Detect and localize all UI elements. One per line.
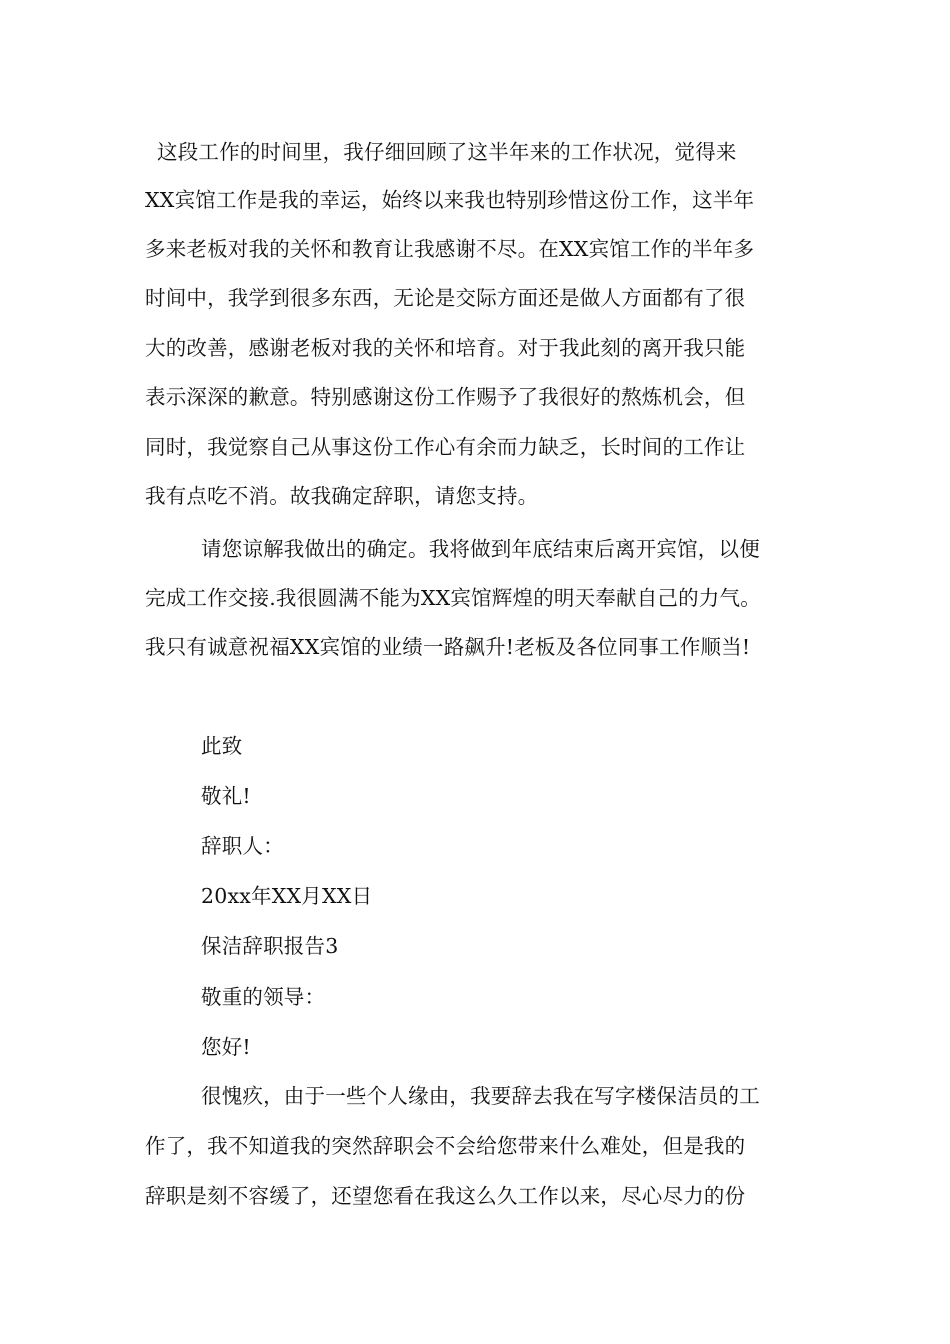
addressee-line: 敬重的领导： bbox=[201, 985, 326, 1009]
paragraph-line: 我有点吃不消。故我确定辞职，请您支持。 bbox=[145, 484, 539, 508]
paragraph-line: 大的改善，感谢老板对我的关怀和培育。对于我此刻的离开我只能 bbox=[145, 336, 746, 360]
paragraph-line: 很愧疚，由于一些个人缘由，我要辞去我在写字楼保洁员的工 bbox=[201, 1084, 760, 1108]
paragraph-line: 这段工作的时间里，我仔细回顾了这半年来的工作状况，觉得来 bbox=[157, 140, 737, 164]
paragraph-line: 多来老板对我的关怀和教育让我感谢不尽。在XX宾馆工作的半年多 bbox=[145, 237, 755, 261]
greeting-line: 您好! bbox=[201, 1035, 251, 1059]
paragraph-line: XX宾馆工作是我的幸运，始终以来我也特别珍惜这份工作，这半年 bbox=[145, 188, 755, 212]
paragraph-line: 我只有诚意祝福XX宾馆的业绩一路飙升!老板及各位同事工作顺当! bbox=[145, 635, 751, 659]
paragraph-line: 同时，我觉察自己从事这份工作心有余而力缺乏，长时间的工作让 bbox=[145, 435, 746, 459]
paragraph-line: 辞职是刻不容缓了，还望您看在我这么久工作以来，尽心尽力的份 bbox=[145, 1184, 746, 1208]
paragraph-line: 请您谅解我做出的确定。我将做到年底结束后离开宾馆，以便 bbox=[201, 537, 760, 561]
paragraph-line: 时间中，我学到很多东西，无论是交际方面还是做人方面都有了很 bbox=[145, 286, 746, 310]
date-line: 20xx年XX月XX日 bbox=[201, 884, 373, 908]
salutation-line: 敬礼! bbox=[201, 784, 251, 808]
report-title: 保洁辞职报告3 bbox=[201, 934, 339, 958]
resigner-label: 辞职人： bbox=[201, 834, 284, 858]
salutation-line: 此致 bbox=[201, 734, 243, 758]
paragraph-line: 作了，我不知道我的突然辞职会不会给您带来什么难处，但是我的 bbox=[145, 1134, 746, 1158]
paragraph-line: 完成工作交接.我很圆满不能为XX宾馆辉煌的明天奉献自己的力气。 bbox=[145, 586, 761, 610]
paragraph-line: 表示深深的歉意。特别感谢这份工作赐予了我很好的熬炼机会，但 bbox=[145, 385, 746, 409]
